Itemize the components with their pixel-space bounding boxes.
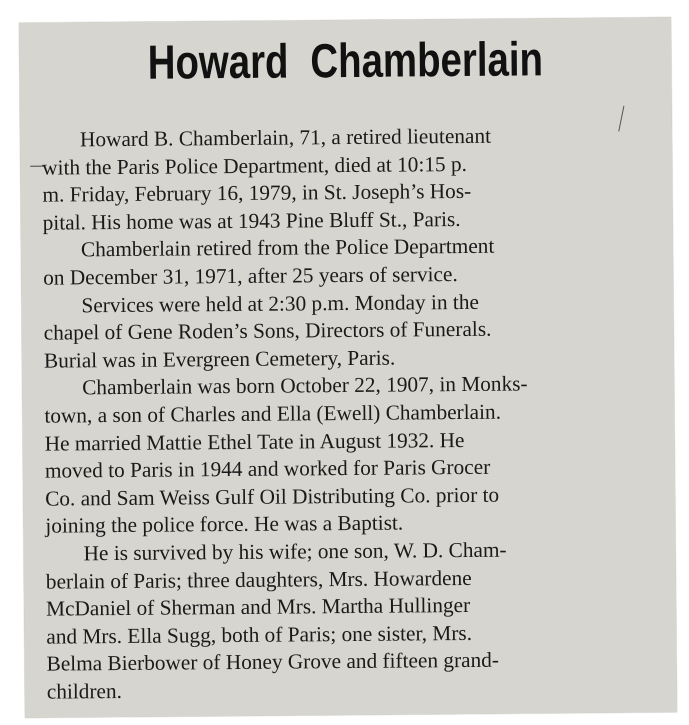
paragraph-2-line-1: Chamberlain retired from the Police Department <box>80 234 495 262</box>
paragraph-5-line-2: berlain of Paris; three daughters, Mrs. Howardene <box>45 565 472 594</box>
paragraph-5-line-5: Belma Bierbower of Honey Grove and fifteen grand- <box>46 647 500 676</box>
paragraph-4-line-4: moved to Paris in 1944 and worked for Paris Grocer <box>44 454 491 483</box>
paragraph-5-line-1: He is survived by his wife; one son, W. D. Cham- <box>83 537 507 566</box>
paragraph-5-line-6: children. <box>46 678 123 704</box>
paragraph-4-line-5: Co. and Sam Weiss Gulf Oil Distributing Co. prior to <box>45 482 500 511</box>
newspaper-clipping <box>19 17 677 718</box>
paragraph-1-line-1: Howard B. Chamberlain, 71, a retired lieutenant <box>79 123 492 152</box>
paragraph-5-line-3: McDaniel of Sherman and Mrs. Martha Hullinger <box>45 593 471 621</box>
paragraph-4-line-3: He married Mattie Ethel Tate in August 1932. He <box>44 427 465 456</box>
paragraph-4-line-1: Chamberlain was born October 22, 1907, in Monks- <box>82 371 528 400</box>
paragraph-3-line-3: Burial was in Evergreen Cemetery, Paris. <box>43 345 396 373</box>
paragraph-2-line-2: on December 31, 1971, after 25 years of service. <box>43 262 458 290</box>
paragraph-1-line-3: m. Friday, February 16, 1979, in St. Joseph’s Hos- <box>42 179 472 207</box>
paragraph-3-line-2: chapel of Gene Roden’s Sons, Directors of Funerals. <box>43 316 492 345</box>
headline: Howard Chamberlain <box>147 33 544 90</box>
paragraph-1-line-2: with the Paris Police Department, died at 10:15 p. <box>42 151 468 180</box>
paragraph-4-line-6: joining the police force. He was a Baptist. <box>45 510 404 538</box>
paragraph-5-line-4: and Mrs. Ella Sugg, both of Paris; one sister, Mrs. <box>46 620 473 649</box>
obituary-text <box>42 121 677 706</box>
paragraph-1-line-4: pital. His home was at 1943 Pine Bluff St., Paris. <box>42 206 461 235</box>
paragraph-3-line-1: Services were held at 2:30 p.m. Monday in the <box>81 289 479 317</box>
paragraph-4-line-2: town, a son of Charles and Ella (Ewell) Chamberlain. <box>44 399 502 428</box>
